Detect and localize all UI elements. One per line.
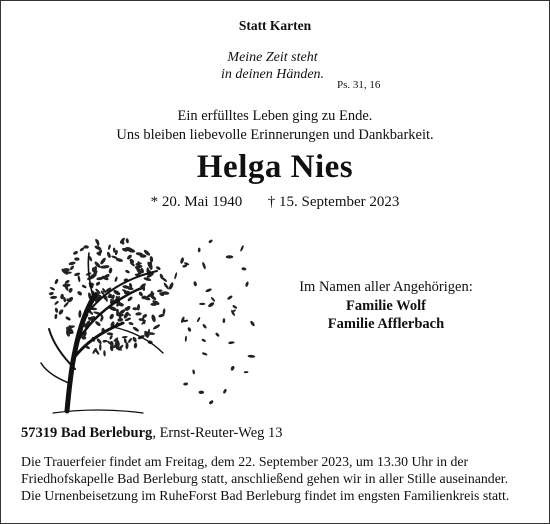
verse-line-1: Meine Zeit steht: [227, 50, 318, 65]
verse-reference: Ps. 31, 16: [337, 79, 381, 91]
funeral-line-1: Die Trauerfeier findet am Freitag, dem 22. September 2023, um 13.30 Uhr in der: [21, 454, 469, 469]
notice-header: Statt Karten: [238, 18, 312, 33]
address: [21, 425, 283, 442]
bible-verse: [221, 49, 324, 83]
funeral-line-3: Die Urnenbeisetzung im RuheForst Bad Berleburg findet im engsten Familienkreis statt.: [21, 488, 510, 503]
wind-blown-tree-icon: [23, 219, 263, 419]
address-street: , Ernst-Reuter-Weg 13: [152, 425, 283, 441]
funeral-line-2: Friedhofskapelle Bad Berleburg statt, anschließend gehen wir in aller Stille auseinander.: [21, 471, 509, 486]
intro-line-2: Uns bleiben liebevolle Erinnerungen und Dankbarkeit.: [116, 127, 434, 143]
deceased-name: Helga Nies: [196, 149, 354, 185]
family-afflerbach: Familie Afflerbach: [327, 316, 445, 332]
funeral-info: [21, 453, 536, 504]
birth-date: * 20. Mai 1940: [150, 194, 243, 210]
intro-text: [1, 107, 549, 145]
family-wolf: Familie Wolf: [346, 297, 426, 314]
address-city: 57319 Bad Berleburg: [21, 425, 153, 441]
relatives-block: [271, 278, 501, 334]
death-date: † 15. September 2023: [267, 194, 400, 210]
verse-line-2: in deinen Händen.: [221, 67, 325, 82]
life-dates: [1, 194, 549, 211]
relatives-intro: Im Namen aller Angehörigen:: [299, 279, 473, 295]
intro-line-1: Ein erfülltes Leben ging zu Ende.: [177, 108, 373, 124]
